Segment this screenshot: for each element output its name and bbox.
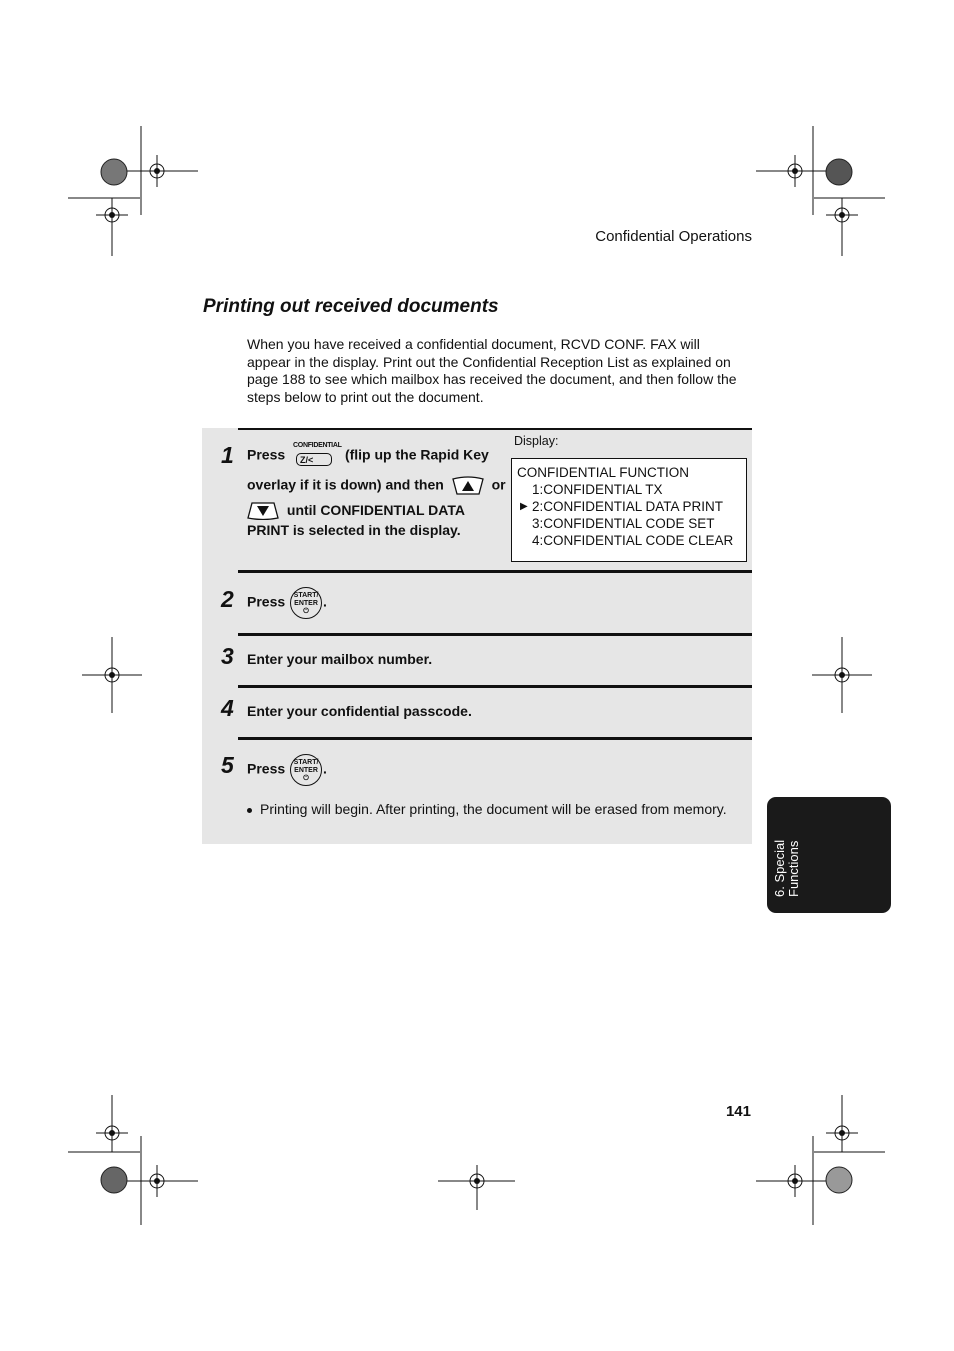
- step-text: .: [323, 760, 327, 777]
- step-divider: [238, 428, 752, 430]
- display-line: 1:CONFIDENTIAL TX: [532, 482, 663, 497]
- chapter-tab: [767, 797, 891, 913]
- step-number: 2: [221, 586, 234, 612]
- step-divider: [238, 633, 752, 636]
- intro-paragraph: When you have received a confidential document, RCVD CONF. FAX will appear in the display. Print out the Confidential Reception List as explained on page 188 to see which mailbox has received the document, and then follow the steps below to print out the document.: [247, 336, 737, 405]
- step-number: 3: [221, 643, 234, 669]
- start-enter-key-icon: START/ ENTER ⏻: [290, 754, 322, 786]
- key-label: CONFIDENTIAL: [293, 442, 342, 449]
- step-text: until CONFIDENTIAL DATA: [286, 502, 465, 518]
- confidential-key-icon: [293, 442, 342, 468]
- step-text: (flip up the Rapid Key: [344, 446, 489, 463]
- step-5-text: [247, 754, 327, 786]
- step-3-text: Enter your mailbox number.: [247, 651, 433, 667]
- chapter-tab-label: 6. Special Functions: [772, 839, 801, 897]
- display-line: CONFIDENTIAL FUNCTION: [517, 465, 689, 480]
- running-header: Confidential Operations: [595, 228, 752, 245]
- down-arrow-key-icon: [247, 502, 279, 520]
- step-1-line-1: [247, 444, 489, 468]
- start-enter-key-icon: START/ ENTER ⏻: [290, 587, 322, 619]
- display-line: 4:CONFIDENTIAL CODE CLEAR: [532, 533, 734, 548]
- bullet-dot-icon: [247, 808, 252, 813]
- step-text: or: [491, 476, 506, 493]
- lcd-display: [511, 458, 747, 562]
- step-text: Press: [247, 446, 286, 463]
- step-text: Press: [247, 760, 286, 777]
- step-divider: [238, 570, 752, 573]
- step-text: overlay if it is down) and then: [247, 476, 444, 493]
- step-1-line-4: PRINT is selected in the display.: [247, 522, 461, 538]
- step-number: 4: [221, 695, 234, 721]
- step-2-text: [247, 587, 327, 619]
- step-number: 1: [221, 442, 234, 468]
- step-text: Press: [247, 593, 286, 610]
- step-divider: [238, 737, 752, 740]
- step-4-text: Enter your confidential passcode.: [247, 703, 472, 719]
- page-number: 141: [725, 1103, 751, 1120]
- step-number: 5: [221, 752, 234, 778]
- step-1-line-3: [247, 502, 465, 520]
- up-arrow-key-icon: [452, 476, 484, 496]
- display-line: 3:CONFIDENTIAL CODE SET: [532, 516, 715, 531]
- display-line-text: 2:CONFIDENTIAL DATA PRINT: [532, 499, 724, 514]
- bullet-item: [247, 801, 727, 817]
- step-text: .: [323, 593, 327, 610]
- selection-arrow-icon: ▶: [520, 501, 528, 512]
- display-line-selected: [517, 498, 746, 515]
- section-title: Printing out received documents: [203, 296, 499, 317]
- step-divider: [238, 685, 752, 688]
- bullet-text: Printing will begin. After printing, the document will be erased from memory.: [260, 801, 727, 817]
- display-label: Display:: [514, 434, 559, 448]
- key-symbol: Z/<: [296, 453, 332, 466]
- step-1-line-2: [247, 476, 506, 496]
